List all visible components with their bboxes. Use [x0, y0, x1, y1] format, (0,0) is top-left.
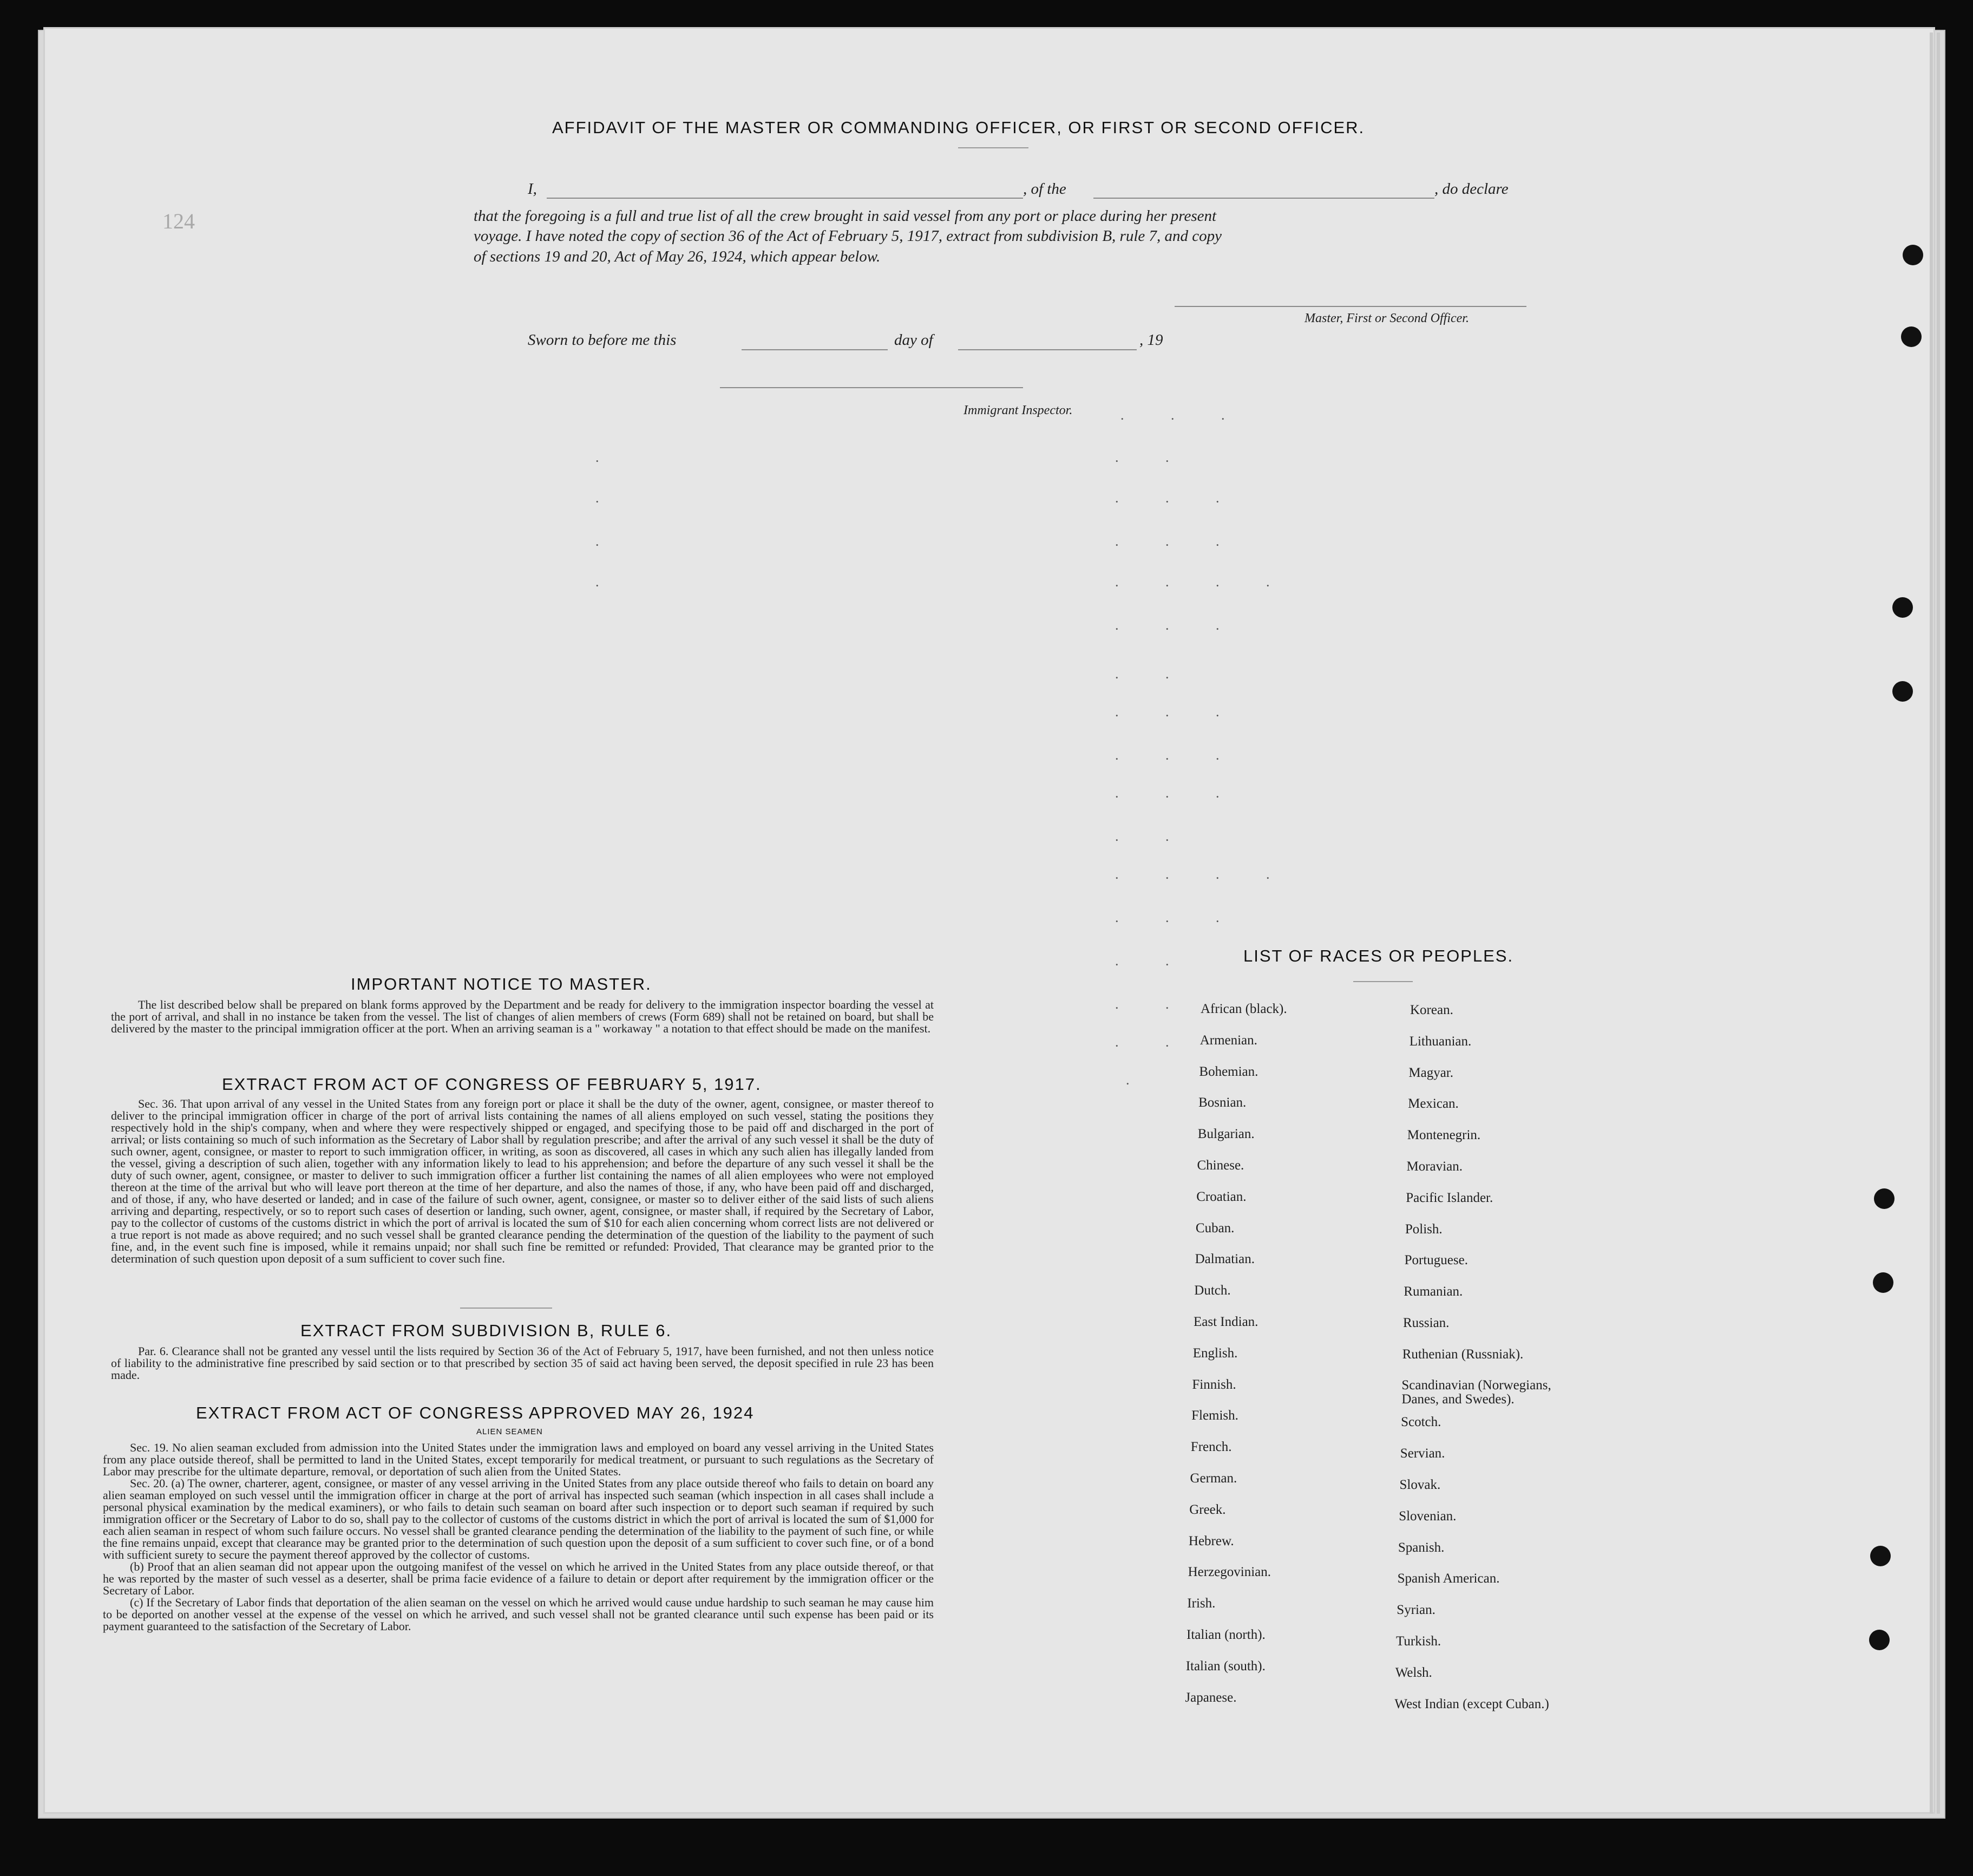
dot-leader: . .: [1115, 953, 1191, 969]
dot-leader: . .: [1115, 828, 1191, 844]
race-item: Herzegovinian.: [1188, 1565, 1271, 1580]
race-item: Cuban.: [1195, 1220, 1235, 1236]
race-item: Portuguese.: [1404, 1253, 1468, 1268]
notice-title: IMPORTANT NOTICE TO MASTER.: [351, 975, 652, 993]
extract-1924-title: EXTRACT FROM ACT OF CONGRESS APPROVED MAY 26, 1924: [196, 1403, 755, 1422]
race-item: Moravian.: [1406, 1159, 1463, 1174]
race-item: Italian (north).: [1187, 1627, 1266, 1642]
dot-leader: . .: [1115, 1034, 1191, 1050]
race-item: Spanish.: [1398, 1540, 1445, 1555]
race-item: Dalmatian.: [1195, 1252, 1255, 1267]
binder-hole: [1892, 597, 1913, 618]
dot-leader: .: [595, 574, 621, 590]
race-item: Welsh.: [1395, 1665, 1432, 1680]
race-item: Bosnian.: [1198, 1095, 1247, 1110]
affidavit-title: AFFIDAVIT OF THE MASTER OR COMMANDING OFFICER, OR FIRST OR SECOND OFFICER.: [552, 118, 1365, 137]
binder-hole: [1870, 1546, 1891, 1566]
affidavit-line-2: that the foregoing is a full and true list of all the crew brought in said vessel from any port or place during her present: [474, 207, 1217, 225]
race-item: Armenian.: [1199, 1032, 1257, 1048]
name-field[interactable]: [547, 198, 1023, 199]
race-item: Bohemian.: [1199, 1064, 1258, 1079]
race-item: Mexican.: [1408, 1096, 1459, 1112]
affidavit-declare: , do declare: [1434, 180, 1509, 198]
dot-leader: . .: [1115, 996, 1191, 1012]
sworn-day-field[interactable]: [742, 349, 888, 350]
race-item: Flemish.: [1191, 1408, 1238, 1423]
race-item: Spanish American.: [1397, 1571, 1500, 1586]
race-item: Hebrew.: [1188, 1533, 1234, 1548]
extract-rule6-paragraph: Par. 6. Clearance shall not be granted any vessel until the lists required by Section 36 of the Act of February 5, 1917, have been furnished, and not then unless notice of liability to the administrative fine prescribed by said section or to that prescribed by section 35 of said act having been served, the deposit specified in rule 23 has been made.: [111, 1344, 934, 1382]
inspector-signature-field[interactable]: [720, 387, 1023, 388]
race-item: Slovak.: [1399, 1478, 1441, 1492]
races-title: LIST OF RACES OR PEOPLES.: [1243, 946, 1514, 965]
sworn-text: Sworn to before me this: [528, 331, 677, 349]
extract-1917-paragraph: Sec. 36. That upon arrival of any vessel in the United States from any foreign port or place it shall be the duty of the owner, agent, consignee, or master thereof to deliver to the principal immigration officer in charge of the port of arrival lists containing the names of all aliens employed on such vessel, stating the positions they respectively hold in the ship's company, when and where they were respectively shipped or engaged, and specifying those to be paid off and discharged in the port of arrival; or lists containing so much of such information as the Secretary of Labor shall by regulation prescribe; and after the arrival of any such vessel it shall be the duty of such owner, agent, consignee, or master to report to such immigration officer, in writing, as soon as discovered, all cases in which any such alien has illegally landed from the vessel, giving a description of such alien, together with any information likely to lead to his apprehension; and before the departure of any such vessel it shall be the duty of such owner, agent, consignee, or master to deliver to such immigration officer a further list containing the names of all alien employees who were not employed thereon at the time of the arrival but who will leave port thereon at the time of her departure, and also the names of those, if any, who have been paid off and discharged, and of those, if any, who have deserted or landed; and in case of the failure of such owner, agent, consignee, or master so to deliver either of the said lists of such aliens arriving and departing, respectively, or so to report such cases of desertion or landing, such owner, agent, consignee, or master shall, if required by the Secretary of Labor, pay to the collector of customs of the customs district in which the port of arrival is located the sum of $10 for each alien concerning whom correct lists are not delivered or a true report is not made as above required; and no such vessel shall be granted clearance pending the determination of the question of the liability to the payment of such fine, and, in the event such fine is imposed, while it remains unpaid; nor shall such fine be remitted or refunded: Provided, That clearance may be granted prior to the determination of such question upon deposit of a sum sufficient to cover such fine.: [111, 1097, 934, 1265]
dot-leader: . . .: [1115, 704, 1241, 720]
race-item: Montenegrin.: [1407, 1128, 1481, 1143]
extract-1924-subtitle: ALIEN SEAMEN: [476, 1427, 543, 1436]
extract-1924-paragraph: (b) Proof that an alien seaman did not appear upon the outgoing manifest of the vessel on which he arrived in the United States from any place outside thereof, or that he was reported by the master of such vessel as a deserter, shall be prima facie evidence of a failure to detain or deport after requirement by the immigration officer or the Secretary of Labor.: [103, 1560, 934, 1597]
dot-leader: . . .: [1115, 533, 1241, 549]
race-item: Lithuanian.: [1409, 1034, 1472, 1049]
race-item: Dutch.: [1194, 1283, 1231, 1298]
affidavit-line-3: voyage. I have noted the copy of section 36 of the Act of February 5, 1917, extract from subdivision B, rule 7, and copy: [474, 227, 1222, 245]
race-item: Japanese.: [1185, 1690, 1237, 1705]
dot-leader: .: [595, 533, 621, 549]
race-item: Bulgarian.: [1197, 1127, 1255, 1142]
race-item: Polish.: [1405, 1221, 1443, 1237]
dot-leader: . .: [1115, 449, 1191, 465]
race-item: Syrian.: [1397, 1603, 1435, 1618]
extract-1924-body: [103, 1442, 934, 1632]
race-item: Italian (south).: [1185, 1658, 1266, 1674]
dot-leader: . . .: [1115, 910, 1241, 925]
page-number: 124: [162, 209, 195, 233]
dot-leader: . . .: [1115, 785, 1241, 801]
day-of-text: day of: [894, 331, 933, 349]
extract-1924-paragraph: Sec. 19. No alien seaman excluded from admission into the United States under the immigration laws and employed on board any vessel arriving in the United States from any place outside thereof, shall be permitted to land in the United States, except temporarily for medical treatment, or pursuant to such regulations as the Secretary of Labor may prescribe for the ultimate departure, removal, or deportation of such alien from the United States.: [103, 1441, 934, 1478]
dot-leader: . . .: [1115, 490, 1241, 506]
race-item: Turkish.: [1396, 1634, 1441, 1649]
binder-hole: [1901, 326, 1922, 347]
dot-leader: . . . .: [1115, 866, 1292, 882]
divider: [1353, 981, 1413, 982]
race-item: Chinese.: [1197, 1158, 1244, 1173]
dot-leader: .: [595, 490, 621, 506]
divider: [460, 1308, 552, 1309]
race-item: Ruthenian (Russniak).: [1402, 1346, 1524, 1362]
binder-hole: [1892, 681, 1913, 702]
race-item: African (black).: [1201, 1002, 1287, 1016]
affidavit-line-4: of sections 19 and 20, Act of May 26, 1924, which appear below.: [474, 248, 881, 265]
race-item: English.: [1192, 1345, 1238, 1361]
extract-1917-body: [111, 1098, 934, 1265]
race-item: French.: [1190, 1440, 1232, 1455]
race-item: Finnish.: [1192, 1377, 1236, 1392]
dot-leader: . . . .: [1115, 574, 1292, 590]
inspector-label: Immigrant Inspector.: [963, 403, 1073, 417]
divider: [958, 147, 1028, 148]
race-item: Pacific Islander.: [1406, 1190, 1493, 1205]
vessel-field[interactable]: [1093, 198, 1434, 199]
year-text: , 19: [1139, 331, 1163, 349]
race-item: Irish.: [1187, 1596, 1216, 1611]
signature-field[interactable]: [1175, 306, 1526, 307]
race-item: Scotch.: [1401, 1415, 1441, 1430]
dot-leader: . . .: [1120, 407, 1247, 423]
race-item: Russian.: [1403, 1316, 1450, 1330]
sworn-month-field[interactable]: [958, 349, 1137, 350]
race-item: Croatian.: [1196, 1189, 1247, 1204]
sheet-edge: [1930, 32, 1933, 1814]
race-item: Slovenian.: [1399, 1508, 1457, 1524]
race-item: West Indian (except Cuban.): [1394, 1696, 1549, 1711]
sheet-edge: [1937, 32, 1940, 1814]
notice-paragraph: The list described below shall be prepared on blank forms approved by the Department and be ready for delivery to the immigration inspector boarding the vessel at the port of arrival, and shall in no instance be taken from the vessel. The list of changes of alien members of crews (Form 689) shall not be retained on board, but shall be delivered by the master to the principal immigration officer at the port. When an arriving seaman is a " workaway " a notation to that effect should be made on the manifest.: [111, 998, 934, 1035]
extract-1917-title: EXTRACT FROM ACT OF CONGRESS OF FEBRUARY 5, 1917.: [222, 1075, 762, 1094]
extract-rule6-body: [111, 1345, 934, 1381]
race-item: Servian.: [1400, 1446, 1445, 1461]
binder-hole: [1874, 1188, 1895, 1209]
race-item: German.: [1190, 1471, 1237, 1486]
affidavit-of-the: , of the: [1023, 180, 1066, 198]
extract-rule6-title: EXTRACT FROM SUBDIVISION B, RULE 6.: [300, 1321, 672, 1340]
binder-hole: [1869, 1630, 1890, 1650]
affidavit-i: I,: [528, 180, 537, 198]
race-item: Rumanian.: [1404, 1284, 1463, 1299]
signature-label: Master, First or Second Officer.: [1305, 311, 1469, 325]
dot-leader: .: [1126, 1072, 1151, 1088]
notice-body: [111, 999, 934, 1035]
race-item: Korean.: [1410, 1003, 1453, 1017]
race-item: East Indian.: [1194, 1315, 1258, 1329]
binder-hole: [1873, 1272, 1893, 1293]
extract-1924-paragraph: (c) If the Secretary of Labor finds that deportation of the alien seaman on the vessel on which he arrived would cause undue hardship to such seaman he may cause him to be deported on another vessel at the expense of the vessel on which he arrived, and such vessel shall not be granted clearance until such expense has been paid or its payment guaranteed to the satisfaction of the Secretary of Labor.: [103, 1596, 934, 1633]
binder-hole: [1903, 245, 1923, 265]
dot-leader: .: [595, 449, 621, 465]
race-item: Greek.: [1189, 1502, 1226, 1517]
dot-leader: . .: [1115, 666, 1191, 682]
dot-leader: . . .: [1115, 617, 1241, 633]
extract-1924-paragraph: Sec. 20. (a) The owner, charterer, agent, consignee, or master of any vessel arriving in the United States from any place outside thereof who fails to detain on board any alien seaman employed on such vessel until the immigration officer in charge at the port of arrival has inspected such seaman (which inspection in all cases shall include a personal physical examination by the medical examiners), or who fails to detain such seaman on board after such inspection or to deport such seaman if required by such immigration officer or the Secretary of Labor to do so, shall pay to the collector of customs of the customs district in which the port of arrival is located the sum of $1,000 for each alien seaman in respect of whom such failure occurs. No vessel shall be granted clearance pending the determination of the liability to the payment of such fine, or while the fine remains unpaid, except that clearance may be granted prior to the determination of such question upon the deposit of a sum sufficient to cover such fine, or of a bond with sufficient surety to secure the payment thereof approved by the collector of customs.: [103, 1476, 934, 1561]
dot-leader: . . .: [1115, 747, 1241, 763]
race-item: Scandinavian (Norwegians, Danes, and Swedes).: [1401, 1377, 1551, 1407]
race-item: Magyar.: [1408, 1065, 1454, 1080]
